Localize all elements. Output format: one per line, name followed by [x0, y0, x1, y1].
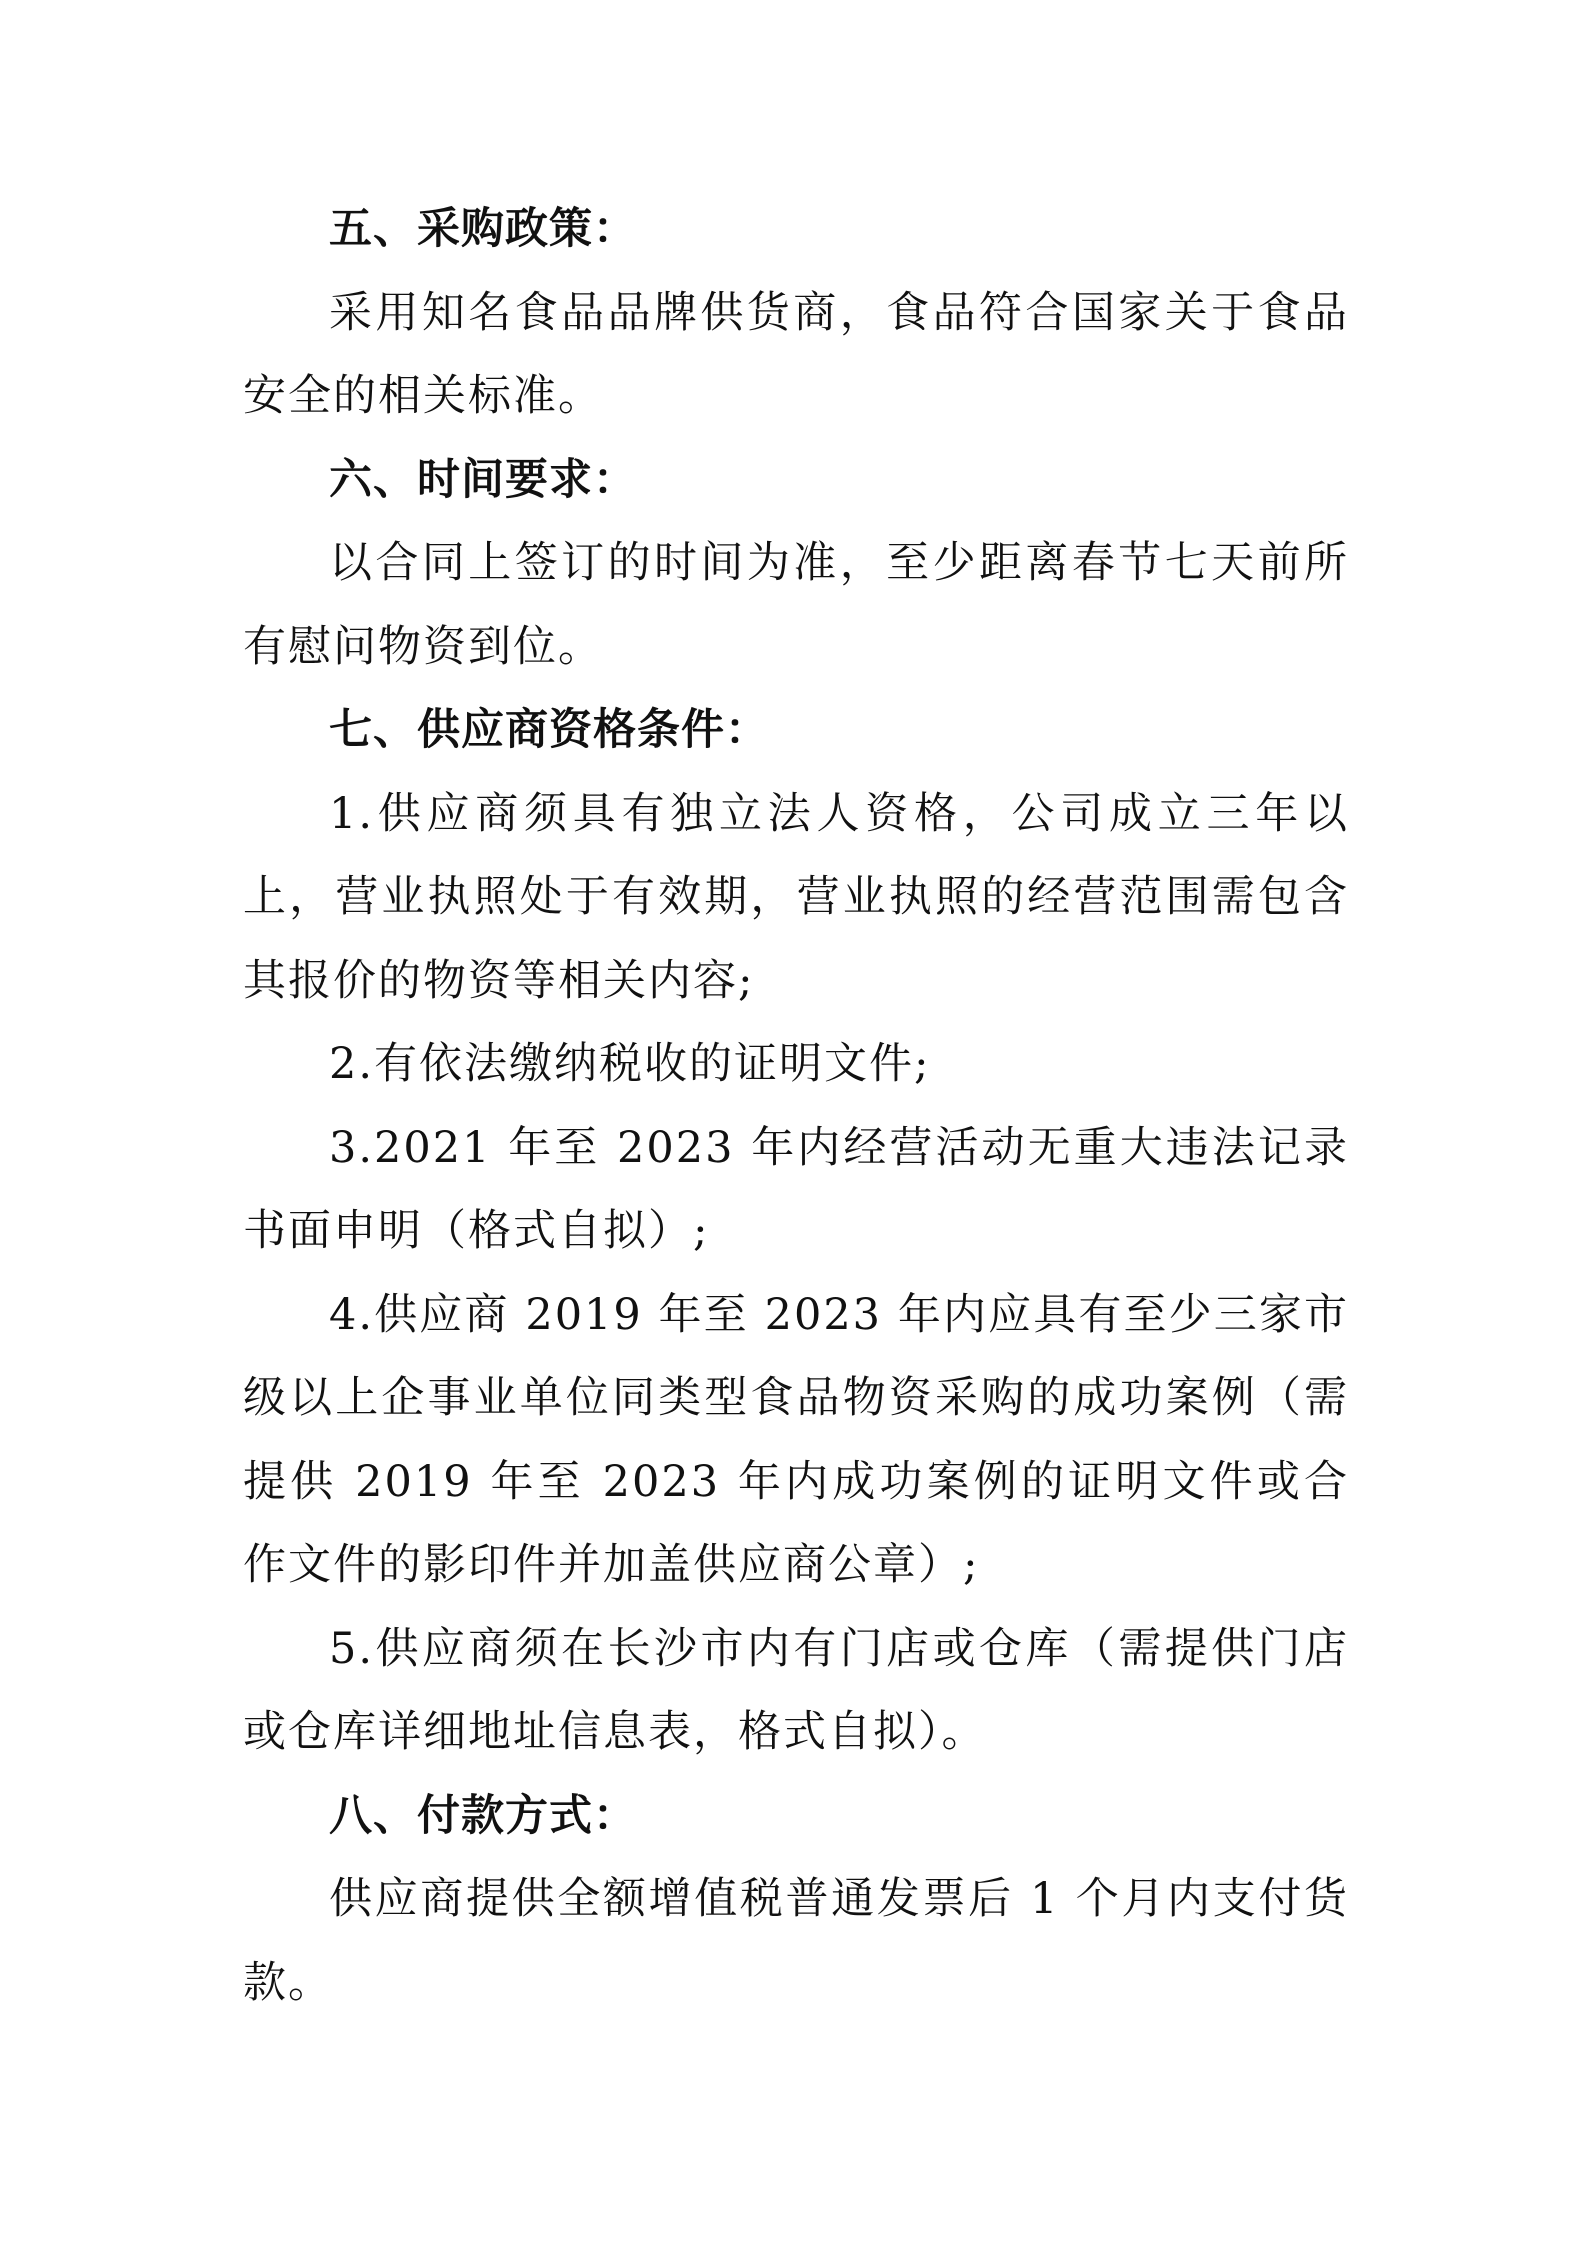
qualification-item-3: 3.2021 年至 2023 年内经营活动无重大违法记录书面申明（格式自拟）; — [243, 1122, 1349, 1256]
section-heading-time-requirement: 六、时间要求： — [329, 454, 637, 505]
qualification-item-1: 1.供应商须具有独立法人资格，公司成立三年以上，营业执照处于有效期，营业执照的经营范围需包含其报价的物资等相关内容; — [243, 788, 1349, 1006]
section-heading-payment-method: 八、付款方式： — [329, 1790, 637, 1841]
qualification-item-2: 2.有依法缴纳税收的证明文件; — [329, 1039, 931, 1089]
paragraph-time-requirement: 以合同上签订的时间为准，至少距离春节七天前所有慰问物资到位。 — [243, 538, 1349, 672]
document-body — [243, 188, 1349, 2025]
qualification-item-5: 5.供应商须在长沙市内有门店或仓库（需提供门店或仓库详细地址信息表，格式自拟）。 — [243, 1623, 1349, 1757]
paragraph-procurement-policy: 采用知名食品品牌供货商，食品符合国家关于食品安全的相关标准。 — [243, 287, 1349, 421]
section-heading-procurement-policy: 五、采购政策： — [329, 204, 637, 254]
paragraph-payment-method: 供应商提供全额增值税普通发票后 1 个月内支付货款。 — [243, 1874, 1349, 2008]
qualification-item-4: 4.供应商 2019 年至 2023 年内应具有至少三家市级以上企事业单位同类型食品物资采购的成功案例（需提供 2019 年至 2023 年内成功案例的证明文件或合作文件的影印件并加盖供应商公章）; — [243, 1289, 1349, 1590]
section-heading-supplier-qualifications: 七、供应商资格条件： — [329, 705, 769, 755]
